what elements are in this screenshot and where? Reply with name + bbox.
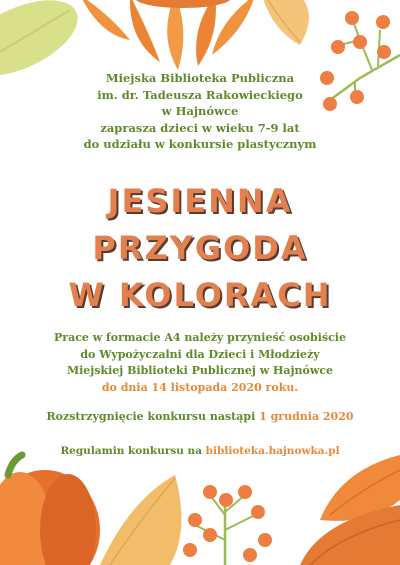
rules-line: Miejskiej Biblioteki Publicznej w Hajnówce [66,364,334,377]
rules-line: Prace w formacie A4 należy przynieść osobiście [54,331,346,344]
intro-text [50,70,350,153]
deadline-text: do dnia 14 listopada 2020 roku. [101,380,299,394]
website-link[interactable]: biblioteka.hajnowka.pl [205,445,340,457]
intro-line: im. dr. Tadeusza Rakowieckiego [97,87,303,102]
intro-line: do udziału w konkursie plastycznym [83,137,317,151]
rules-line: do Wypożyczalni dla Dzieci i Młodzieży [80,347,320,361]
title-line-2: PRZYGODA [92,229,308,267]
regulations-info [20,445,380,457]
regulations-text: Regulamin konkursu na [60,445,202,457]
rules-text [30,330,370,396]
intro-line: zaprasza dzieci w wieku 7-9 lat [100,120,300,135]
result-text: Rozstrzygnięcie konkursu nastąpi [46,410,256,423]
result-announcement [20,410,380,423]
title-line-3: W KOLORACH [68,276,332,314]
title-line-1: JESIENNA [107,182,293,220]
intro-line: Miejska Biblioteka Publiczna [105,71,295,85]
intro-line: w Hajnówce [161,104,239,118]
result-date: 1 grudnia 2020 [259,410,354,423]
